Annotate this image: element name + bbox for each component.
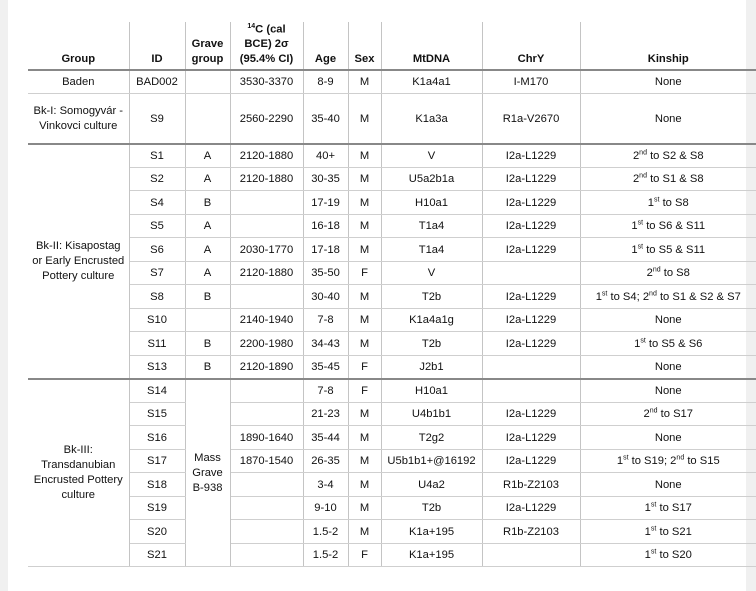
cell-c14	[230, 496, 303, 520]
cell-age: 21-23	[303, 402, 348, 426]
cell-c14: 2120-1880	[230, 167, 303, 191]
table-row	[28, 449, 756, 473]
cell-id: S15	[129, 402, 185, 426]
table-row	[28, 520, 756, 544]
cell-sex: M	[348, 496, 381, 520]
cell-c14: 3530-3370	[230, 70, 303, 94]
cell-grave	[185, 70, 230, 94]
cell-chry: I2a-L1229	[482, 426, 580, 450]
cell-kinship: None	[580, 473, 756, 497]
cell-mtdna: U4b1b1	[381, 402, 482, 426]
cell-sex: M	[348, 167, 381, 191]
cell-kinship: 1st to S21	[580, 520, 756, 544]
table-row	[28, 144, 756, 168]
ordinal-suffix: st	[650, 524, 657, 532]
c14-label: C (cal BCE) 2σ (95.4% CI)	[239, 23, 294, 65]
cell-grave: A	[185, 238, 230, 262]
cell-chry: I2a-L1229	[482, 167, 580, 191]
cell-chry: R1b-Z2103	[482, 473, 580, 497]
ordinal-suffix: st	[650, 501, 657, 509]
header-grave-group: Grave group	[185, 22, 230, 70]
cell-age: 35-50	[303, 261, 348, 285]
cell-age: 17-19	[303, 191, 348, 215]
cell-age: 9-10	[303, 496, 348, 520]
ordinal-suffix: st	[623, 454, 629, 462]
cell-chry	[482, 261, 580, 285]
table-row	[28, 261, 756, 285]
table-row	[28, 191, 756, 215]
cell-chry: I2a-L1229	[482, 214, 580, 238]
cell-grave: A	[185, 144, 230, 168]
cell-chry	[482, 379, 580, 403]
ordinal-suffix: nd	[639, 149, 647, 157]
cell-age: 35-44	[303, 426, 348, 450]
cell-id: S19	[129, 496, 185, 520]
cell-mtdna: U4a2	[381, 473, 482, 497]
cell-chry: I2a-L1229	[482, 496, 580, 520]
cell-mtdna: T2b	[381, 332, 482, 356]
cell-sex: M	[348, 191, 381, 215]
cell-chry: I2a-L1229	[482, 308, 580, 332]
cell-id: S9	[129, 94, 185, 144]
cell-kinship: 1st to S5 & S11	[580, 238, 756, 262]
cell-sex: F	[348, 261, 381, 285]
cell-sex: M	[348, 332, 381, 356]
table-row	[28, 308, 756, 332]
cell-sex: M	[348, 308, 381, 332]
cell-grave: B	[185, 355, 230, 379]
cell-sex: M	[348, 473, 381, 497]
table-row	[28, 70, 756, 94]
ordinal-suffix: nd	[649, 407, 658, 415]
cell-mtdna: U5b1b1+@16192	[381, 449, 482, 473]
cell-kinship: None	[580, 70, 756, 94]
cell-grave: A	[185, 214, 230, 238]
cell-sex: F	[348, 543, 381, 567]
header-chry: ChrY	[482, 22, 580, 70]
cell-sex: M	[348, 94, 381, 144]
table-row	[28, 167, 756, 191]
cell-c14: 2120-1880	[230, 261, 303, 285]
cell-grave-mass-grave: Mass Grave B-938	[185, 379, 230, 567]
group-cell-bk2: Bk-II: Kisapostag or Early Encrusted Pottery culture	[28, 144, 129, 379]
cell-grave: B	[185, 191, 230, 215]
cell-sex: F	[348, 379, 381, 403]
cell-c14: 2560-2290	[230, 94, 303, 144]
cell-id: BAD002	[129, 70, 185, 94]
cell-age: 7-8	[303, 308, 348, 332]
cell-age: 1.5-2	[303, 520, 348, 544]
cell-mtdna: V	[381, 261, 482, 285]
cell-mtdna: V	[381, 144, 482, 168]
cell-grave: B	[185, 285, 230, 309]
cell-age: 30-35	[303, 167, 348, 191]
header-row	[28, 22, 756, 70]
cell-mtdna: T1a4	[381, 214, 482, 238]
header-group: Group	[28, 22, 129, 70]
cell-c14: 1890-1640	[230, 426, 303, 450]
cell-grave: A	[185, 167, 230, 191]
cell-mtdna: K1a4a1	[381, 70, 482, 94]
cell-age: 35-45	[303, 355, 348, 379]
cell-c14	[230, 379, 303, 403]
ordinal-suffix: nd	[649, 289, 657, 297]
cell-chry: R1b-Z2103	[482, 520, 580, 544]
cell-sex: M	[348, 426, 381, 450]
cell-id: S14	[129, 379, 185, 403]
table-row	[28, 496, 756, 520]
table-row	[28, 426, 756, 450]
cell-grave	[185, 308, 230, 332]
cell-kinship: 1st to S6 & S11	[580, 214, 756, 238]
ordinal-suffix: nd	[652, 266, 661, 274]
cell-c14: 1870-1540	[230, 449, 303, 473]
table-row	[28, 94, 756, 144]
cell-chry: I-M170	[482, 70, 580, 94]
cell-age: 17-18	[303, 238, 348, 262]
cell-kinship: 1st to S19; 2nd to S15	[580, 449, 756, 473]
ordinal-suffix: st	[654, 195, 660, 203]
cell-sex: M	[348, 144, 381, 168]
cell-kinship: 2nd to S1 & S8	[580, 167, 756, 191]
cell-id: S20	[129, 520, 185, 544]
ordinal-suffix: nd	[639, 172, 647, 180]
cell-id: S11	[129, 332, 185, 356]
cell-age: 1.5-2	[303, 543, 348, 567]
table-row	[28, 285, 756, 309]
header-mtdna: MtDNA	[381, 22, 482, 70]
cell-c14: 2030-1770	[230, 238, 303, 262]
ordinal-suffix: st	[640, 336, 646, 344]
cell-c14	[230, 214, 303, 238]
cell-chry	[482, 543, 580, 567]
cell-id: S5	[129, 214, 185, 238]
header-id: ID	[129, 22, 185, 70]
cell-id: S7	[129, 261, 185, 285]
cell-c14	[230, 473, 303, 497]
header-sex: Sex	[348, 22, 381, 70]
cell-c14: 2200-1980	[230, 332, 303, 356]
cell-kinship: None	[580, 426, 756, 450]
cell-c14: 2140-1940	[230, 308, 303, 332]
cell-c14	[230, 285, 303, 309]
cell-id: S2	[129, 167, 185, 191]
cell-c14	[230, 191, 303, 215]
table-row	[28, 402, 756, 426]
cell-mtdna: H10a1	[381, 191, 482, 215]
cell-mtdna: T2g2	[381, 426, 482, 450]
ordinal-suffix: nd	[676, 454, 685, 462]
cell-grave: A	[185, 261, 230, 285]
ordinal-suffix: st	[637, 242, 644, 250]
cell-id: S10	[129, 308, 185, 332]
cell-mtdna: H10a1	[381, 379, 482, 403]
cell-age: 26-35	[303, 449, 348, 473]
cell-grave	[185, 94, 230, 144]
cell-kinship: 1st to S8	[580, 191, 756, 215]
ordinal-suffix: st	[601, 289, 608, 297]
cell-chry: I2a-L1229	[482, 191, 580, 215]
cell-kinship: None	[580, 308, 756, 332]
cell-kinship: None	[580, 379, 756, 403]
cell-mtdna: T2b	[381, 285, 482, 309]
table-row	[28, 238, 756, 262]
cell-c14: 2120-1880	[230, 144, 303, 168]
table-row	[28, 355, 756, 379]
kinship-table	[28, 22, 756, 567]
group-cell-bk3: Bk-III: Transdanubian Encrusted Pottery culture	[28, 379, 129, 567]
cell-chry: I2a-L1229	[482, 238, 580, 262]
cell-age: 16-18	[303, 214, 348, 238]
cell-age: 34-43	[303, 332, 348, 356]
cell-c14	[230, 520, 303, 544]
group-cell-baden: Baden	[28, 70, 129, 94]
cell-chry: I2a-L1229	[482, 402, 580, 426]
cell-mtdna: K1a+195	[381, 543, 482, 567]
cell-mtdna: U5a2b1a	[381, 167, 482, 191]
cell-chry: I2a-L1229	[482, 285, 580, 309]
cell-id: S16	[129, 426, 185, 450]
cell-age: 7-8	[303, 379, 348, 403]
cell-c14	[230, 543, 303, 567]
cell-grave: B	[185, 332, 230, 356]
cell-chry	[482, 355, 580, 379]
c14-superscript: 14	[247, 23, 256, 30]
group-cell-bk1: Bk-I: Somogyvár - Vinkovci culture	[28, 94, 129, 144]
cell-kinship: 2nd to S2 & S8	[580, 144, 756, 168]
cell-kinship: 1st to S17	[580, 496, 756, 520]
cell-kinship: 2nd to S17	[580, 402, 756, 426]
cell-mtdna: T1a4	[381, 238, 482, 262]
cell-chry: R1a-V2670	[482, 94, 580, 144]
cell-sex: M	[348, 449, 381, 473]
cell-kinship: 1st to S5 & S6	[580, 332, 756, 356]
cell-chry: I2a-L1229	[482, 144, 580, 168]
cell-chry: I2a-L1229	[482, 449, 580, 473]
cell-mtdna: T2b	[381, 496, 482, 520]
cell-mtdna: K1a3a	[381, 94, 482, 144]
ordinal-suffix: st	[637, 219, 644, 227]
table-row	[28, 543, 756, 567]
cell-age: 40+	[303, 144, 348, 168]
cell-mtdna: K1a4a1g	[381, 308, 482, 332]
cell-age: 35-40	[303, 94, 348, 144]
cell-sex: M	[348, 214, 381, 238]
cell-age: 30-40	[303, 285, 348, 309]
cell-kinship: 2nd to S8	[580, 261, 756, 285]
cell-id: S8	[129, 285, 185, 309]
cell-kinship: 1st to S20	[580, 543, 756, 567]
cell-id: S13	[129, 355, 185, 379]
cell-c14	[230, 402, 303, 426]
cell-kinship: 1st to S4; 2nd to S1 & S2 & S7	[580, 285, 756, 309]
cell-kinship: None	[580, 94, 756, 144]
cell-sex: M	[348, 520, 381, 544]
cell-id: S1	[129, 144, 185, 168]
cell-sex: F	[348, 355, 381, 379]
header-kinship: Kinship	[580, 22, 756, 70]
cell-c14: 2120-1890	[230, 355, 303, 379]
cell-sex: M	[348, 70, 381, 94]
cell-id: S4	[129, 191, 185, 215]
cell-sex: M	[348, 402, 381, 426]
cell-sex: M	[348, 285, 381, 309]
ordinal-suffix: st	[650, 548, 657, 556]
cell-mtdna: J2b1	[381, 355, 482, 379]
table-row	[28, 332, 756, 356]
cell-sex: M	[348, 238, 381, 262]
cell-id: S21	[129, 543, 185, 567]
header-c14	[230, 22, 303, 70]
cell-age: 3-4	[303, 473, 348, 497]
table-row	[28, 473, 756, 497]
cell-id: S17	[129, 449, 185, 473]
cell-mtdna: K1a+195	[381, 520, 482, 544]
cell-id: S18	[129, 473, 185, 497]
cell-kinship: None	[580, 355, 756, 379]
cell-chry: I2a-L1229	[482, 332, 580, 356]
header-age: Age	[303, 22, 348, 70]
table-row	[28, 214, 756, 238]
left-gutter	[0, 0, 8, 591]
table-row	[28, 379, 756, 403]
cell-age: 8-9	[303, 70, 348, 94]
cell-id: S6	[129, 238, 185, 262]
